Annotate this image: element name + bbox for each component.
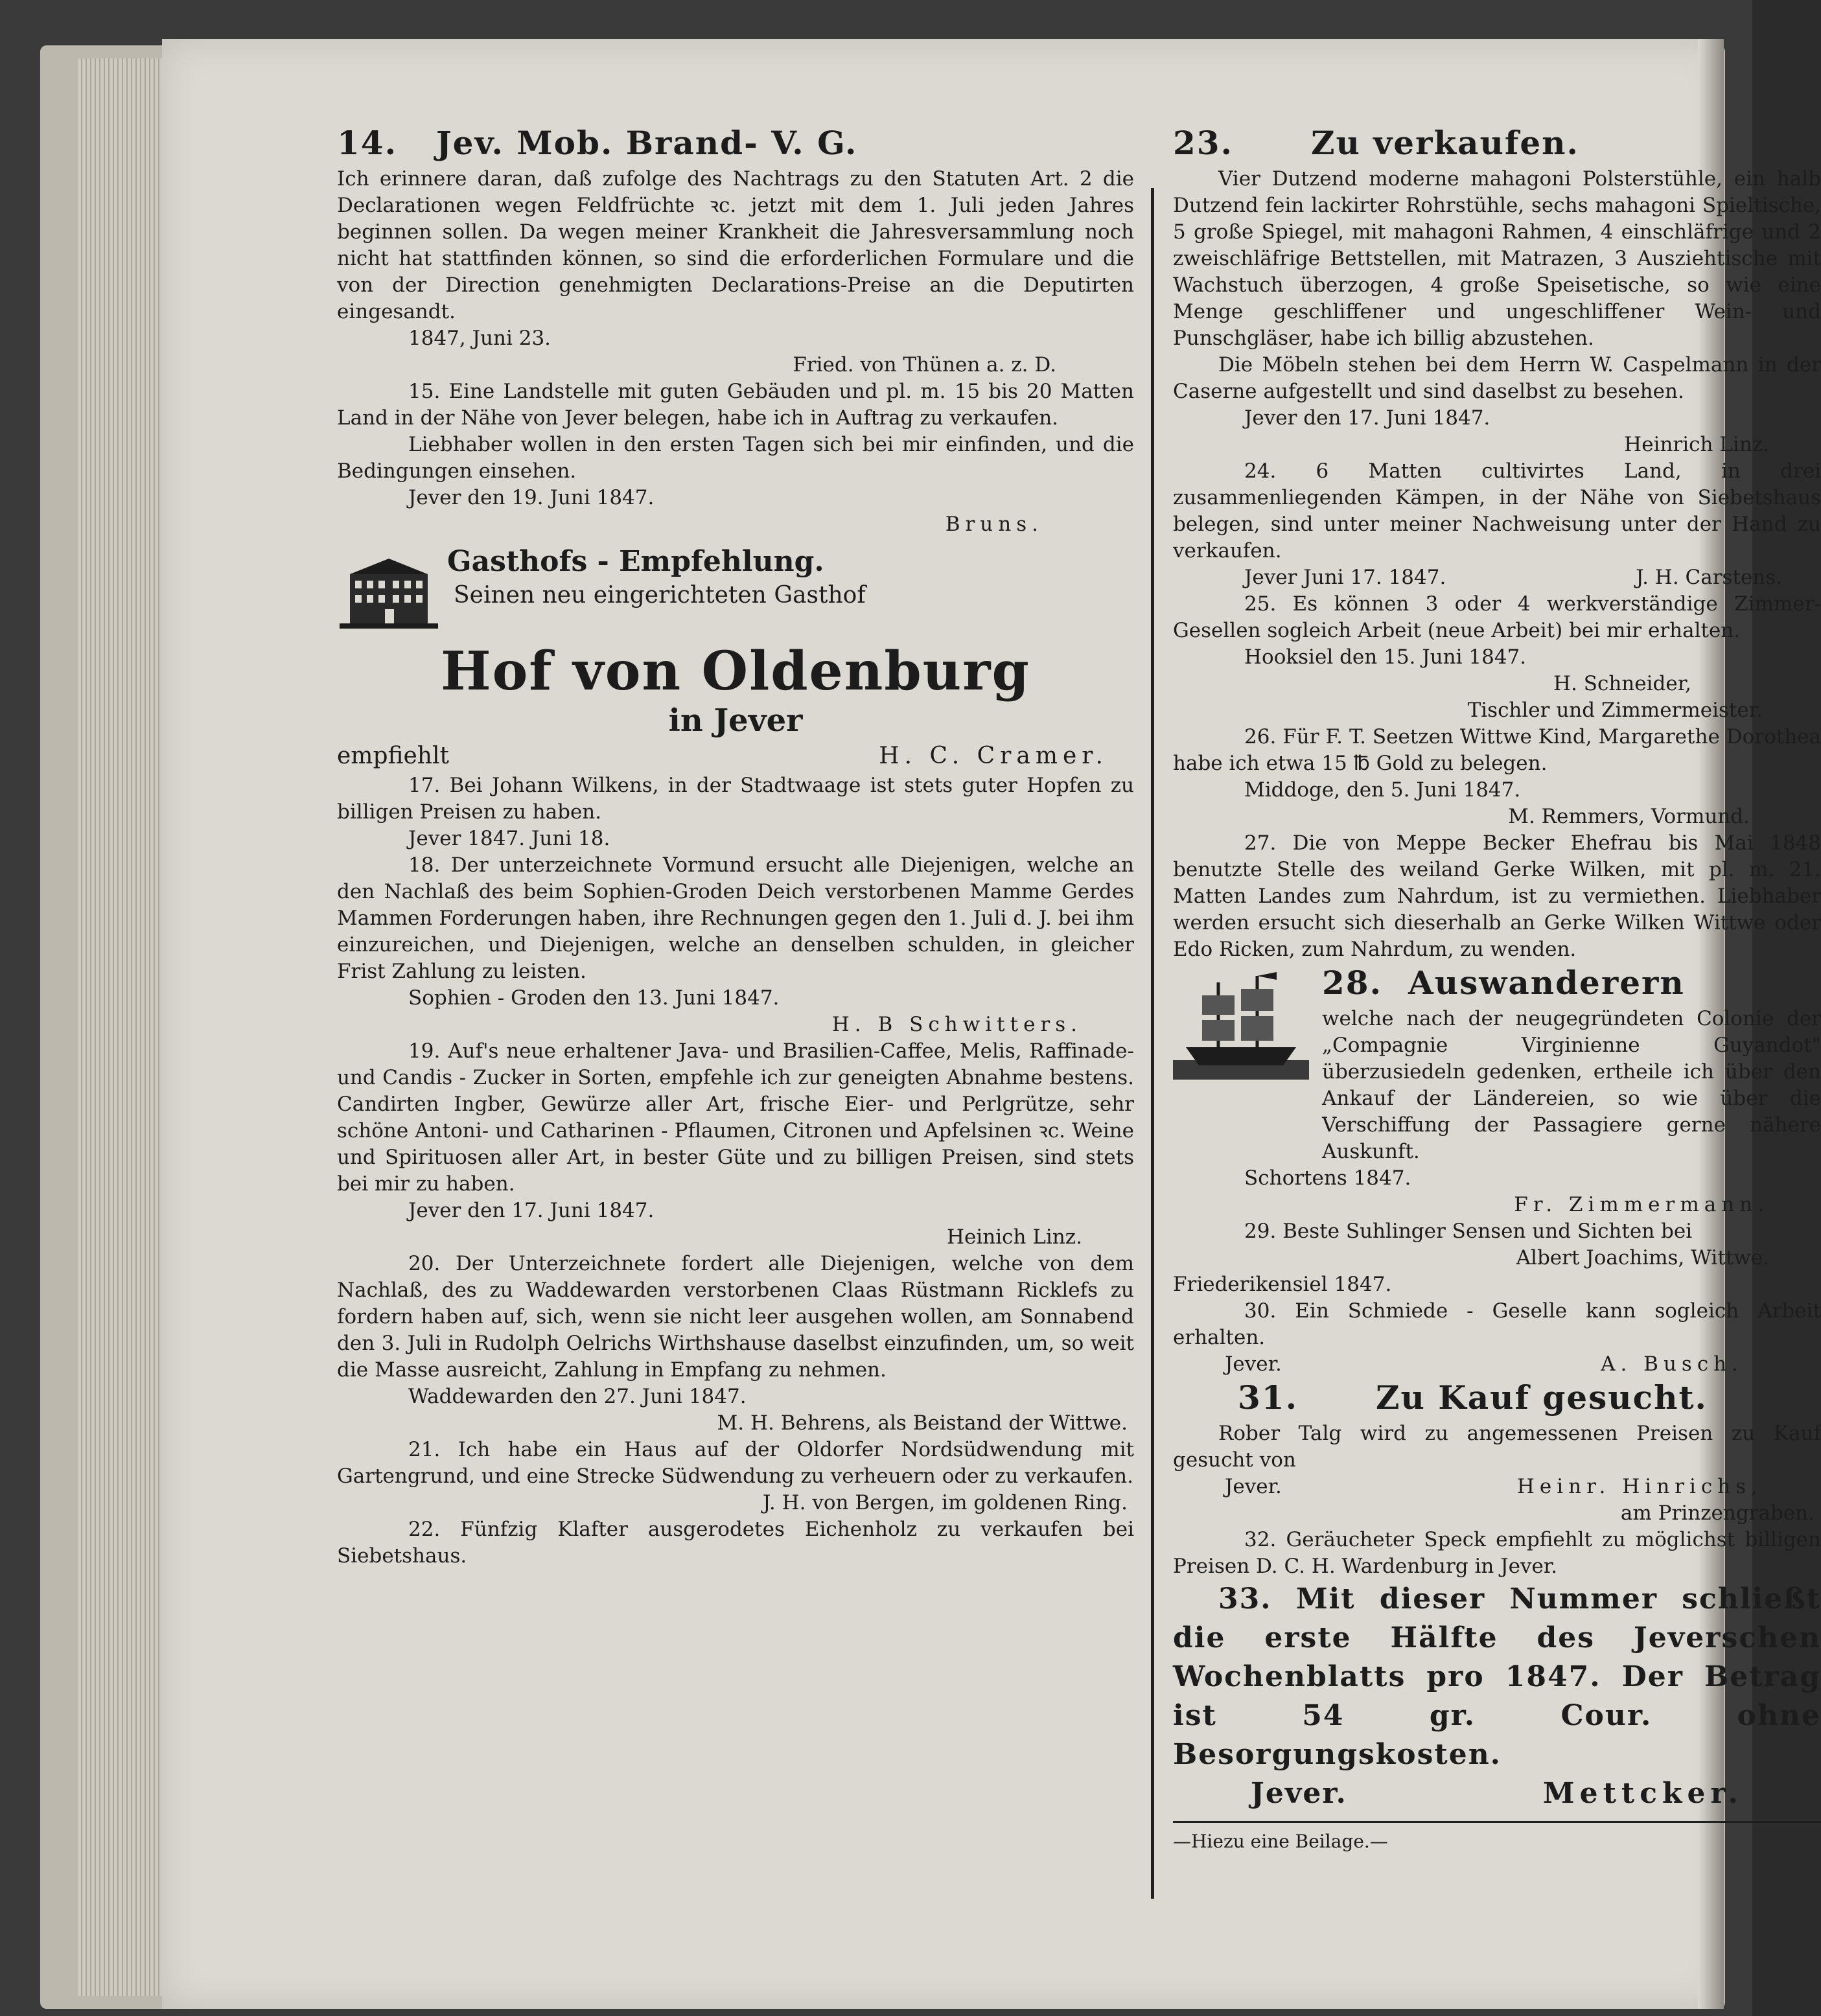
sailing-ship-icon: [1173, 969, 1309, 1080]
section-31-text: Rober Talg wird zu angemessenen Preisen zu Kauf gesucht von: [1173, 1422, 1821, 1472]
section-15-text-2: Liebhaber wollen in den ersten Tagen sich bei mir einfinden, und die Bedingungen einsehen.: [337, 433, 1134, 483]
section-31-footer: [1173, 1474, 1821, 1500]
gasthof-subline: Seinen neu eingerichteten Gasthof: [454, 582, 866, 608]
section-20-text: 20. Der Unterzeichnete fordert alle Diejenigen, welche von dem Nachlaß, des zu Waddewarden verstorbenen Claas Rüstmann Ricklefs zu fordern haben auf, sich, wenn sie nicht leer ausgehen wollen, am Sonnabend den 3. Juli in Rudolph Oelrichs Wirthshause daselbst einzufinden, um, so weit die Masse ausreicht, Zahlung in Empfang zu nehmen.: [337, 1252, 1134, 1382]
section-30-footer: [1173, 1351, 1821, 1378]
page-edges: [78, 58, 162, 1996]
section-18-text: 18. Der unterzeichnete Vormund ersucht alle Diejenigen, welche an den Nachlaß des beim Sophien-Groden Deich verstorbenen Mamme Gerdes Mammen Forderungen haben, ihre Rechnungen gegen den 1. Juli d. J. bei ihm einzureichen, und Diejenigen, welche an denselben schulden, in gleicher Frist Zahlung zu leisten.: [337, 853, 1134, 983]
section-17-date: Jever 1847. Juni 18.: [408, 827, 610, 850]
section-28-block: [1173, 963, 1821, 1165]
section-25-date: Hooksiel den 15. Juni 1847.: [1244, 645, 1527, 669]
section-20-signature: M. H. Behrens, als Beistand der Wittwe.: [717, 1411, 1128, 1435]
section-23-text-2: Die Möbeln stehen bei dem Herrn W. Caspelmann in der Caserne aufgestellt und sind daselbst zu besehen.: [1173, 353, 1821, 403]
section-22-text: 22. Fünfzig Klafter ausgerodetes Eichenholz zu verkaufen bei Siebetshaus.: [337, 1518, 1134, 1568]
cramer-signature: H. C. Cramer.: [879, 743, 1108, 769]
section-20-date: Waddewarden den 27. Juni 1847.: [408, 1385, 747, 1408]
section-17-text: 17. Bei Johann Wilkens, in der Stadtwaage ist stets guter Hopfen zu billigen Preisen zu haben.: [337, 774, 1134, 824]
section-14-text: Ich erinnere daran, daß zufolge des Nachtrags zu den Statuten Art. 2 die Declarationen wegen Feldfrüchte ꝛc. jetzt mit dem 1. Juli jeden Jahres beginnen sollen. Da wegen meiner Krankheit die Jahresversammlung noch nicht hat stattfinden können, so sind die erforderlichen Formulare und die von der Direction genehmigten Declarations-Preise an die Deputirten eingesandt.: [337, 167, 1134, 323]
section-21-signature: J. H. von Bergen, im goldenen Ring.: [762, 1491, 1128, 1514]
section-19-signature: Heinich Linz.: [946, 1225, 1082, 1249]
section-33-place: Jever.: [1251, 1777, 1347, 1810]
column-divider: [1151, 188, 1154, 1899]
section-23-heading: [1173, 123, 1821, 163]
section-14-number: 14.: [337, 124, 397, 162]
section-15-date: Jever den 19. Juni 1847.: [408, 486, 655, 509]
empfiehlt-label: empfiehlt: [337, 743, 449, 769]
gasthof-heading: Gasthofs - Empfehlung.: [447, 545, 824, 578]
section-28-number: 28.: [1322, 964, 1382, 1002]
section-18-date: Sophien - Groden den 13. Juni 1847.: [408, 986, 780, 1010]
section-31-signature: Heinr. Hinrichs,: [1516, 1475, 1763, 1498]
section-28-heading: [1322, 963, 1821, 1003]
section-33-text: 33. Mit dieser Nummer schließt die erste Hälfte des Jeverschen Wochenblatts pro 1847. Der Betrag ist 54 gr. Cour. ohne Besorgungskosten.: [1173, 1582, 1821, 1771]
section-33-footer: [1173, 1774, 1821, 1813]
hof-von-oldenburg-title: Hof von Oldenburg: [441, 640, 1030, 702]
newspaper-page: [162, 39, 1821, 2009]
section-19-date: Jever den 17. Juni 1847.: [408, 1199, 655, 1222]
section-29-signature: Albert Joachims, Wittwe.: [1516, 1246, 1769, 1269]
section-14-date: 1847, Juni 23.: [408, 327, 551, 350]
section-30-place: Jever.: [1225, 1352, 1282, 1376]
closing-rule: [1173, 1821, 1821, 1823]
section-29-text: 29. Beste Suhlinger Sensen und Sichten bei: [1244, 1220, 1693, 1243]
section-30-signature: A. Busch.: [1601, 1352, 1743, 1376]
section-24-text: 24. 6 Matten cultivirtes Land, in drei zusammenliegenden Kämpen, in der Nähe von Siebetshaus belegen, sind unter meiner Nachweisung unter der Hand zu verkaufen.: [1173, 459, 1821, 562]
section-31-place: Jever.: [1225, 1475, 1282, 1498]
section-24-signature: J. H. Carstens.: [1636, 566, 1782, 589]
section-24-footer: [1173, 564, 1821, 591]
section-33-signature: Mettcker.: [1542, 1777, 1743, 1810]
section-26-signature: M. Remmers, Vormund.: [1508, 805, 1750, 828]
section-23-date: Jever den 17. Juni 1847.: [1244, 406, 1490, 430]
section-31-heading: [1173, 1378, 1821, 1418]
beilage-note: —Hiezu eine Beilage.—: [1173, 1831, 1388, 1852]
section-24-date: Jever Juni 17. 1847.: [1244, 566, 1446, 589]
section-29-date: Friederikensiel 1847.: [1173, 1273, 1392, 1296]
left-column: [337, 123, 1134, 1570]
section-32-text: 32. Geräucheter Speck empfiehlt zu möglichst billigen Preisen D. C. H. Wardenburg in Jever.: [1173, 1528, 1821, 1578]
section-14-heading: [337, 123, 1134, 163]
section-26-date: Middoge, den 5. Juni 1847.: [1244, 778, 1521, 802]
section-18-signature: H. B Schwitters.: [831, 1013, 1082, 1036]
section-30-text: 30. Ein Schmiede - Geselle kann sogleich Arbeit erhalten.: [1173, 1299, 1821, 1349]
section-21-text: 21. Ich habe ein Haus auf der Oldorfer Nordsüdwendung mit Gartengrund, und eine Strecke Südwendung zu verheuern oder zu verkaufen.: [337, 1438, 1134, 1488]
section-28-text: welche nach der neugegründeten Colonie der „Compagnie Virginienne Guyandot" überzusiedeln gedenken, ertheile ich über den Ankauf der Ländereien, so wie über die Verschiffung der Passagiere gerne nähere Auskunft.: [1322, 1007, 1821, 1163]
section-28-signature: Fr. Zimmermann.: [1514, 1193, 1769, 1216]
gasthof-footer: [337, 740, 1134, 772]
section-31-signature-2: am Prinzengraben.: [1620, 1501, 1815, 1525]
section-23-text: Vier Dutzend moderne mahagoni Polsterstühle, ein halb Dutzend fein lackirter Rohrstühle, sechs mahagoni Spieltische, 5 große Spiegel, mit mahagoni Rahmen, 4 einschläfrige und 2 zweischläfrige Bettstellen, mit Matrazen, 3 Ausziehtische mit Wachstuch überzogen, 4 große Speisetische, so wie eine Menge geschliffener und ungeschliffener Wein- und Punschgläser, habe ich billig abzustehen.: [1173, 167, 1821, 350]
in-jever-subtitle: in Jever: [668, 702, 803, 739]
section-31-number: 31.: [1238, 1378, 1298, 1417]
section-14-title: Jev. Mob. Brand- V. G.: [436, 124, 858, 162]
section-23-signature: Heinrich Linz.: [1624, 433, 1769, 456]
section-19-text: 19. Auf's neue erhaltener Java- und Brasilien-Caffee, Melis, Raffinade- und Candis - Zucker in Sorten, empfehle ich zur geneigten Abnahme bestens. Candirten Ingber, Gewürze aller Art, frische Eier- und Perlgrütze, sehr schöne Antoni- und Catharinen - Pflaumen, Citronen und Apfelsinen ꝛc. Weine und Spirituosen aller Art, in bester Güte und zu billigen Preisen, sind stets bei mir zu haben.: [337, 1039, 1134, 1196]
section-26-text: 26. Für F. T. Seetzen Wittwe Kind, Margarethe Dorothea habe ich etwa 15 ℔ Gold zu belegen.: [1173, 725, 1821, 775]
section-25-text: 25. Es können 3 oder 4 werkverständige Zimmer-Gesellen sogleich Arbeit (neue Arbeit) bei mir erhalten.: [1173, 592, 1821, 642]
section-15-text: 15. Eine Landstelle mit guten Gebäuden und pl. m. 15 bis 20 Matten Land in der Nähe von Jever belegen, habe ich in Auftrag zu verkaufen.: [337, 380, 1134, 430]
section-27-text: 27. Die von Meppe Becker Ehefrau bis Mai 1848 benutzte Stelle des weiland Gerke Wilken, mit pl. m. 21. Matten Landes zum Nahrdum, ist zu vermiethen. Liebhaber werden ersucht sich dieserhalb an Gerke Wilken Wittwe oder Edo Ricken, zum Nahrdum, zu wenden.: [1173, 831, 1821, 961]
inn-building-icon: [337, 555, 441, 632]
section-31-title: Zu Kauf gesucht.: [1376, 1378, 1708, 1417]
section-15-signature: Bruns.: [945, 513, 1043, 536]
section-23-number: 23.: [1173, 124, 1233, 162]
section-28-date: Schortens 1847.: [1244, 1166, 1411, 1190]
section-23-title: Zu verkaufen.: [1311, 124, 1579, 162]
section-25-signature: H. Schneider,: [1553, 672, 1691, 695]
section-25-signature-2: Tischler und Zimmermeister.: [1467, 699, 1763, 722]
gasthof-block: [337, 544, 1134, 642]
right-column: [1173, 123, 1821, 1855]
section-14-signature: Fried. von Thünen a. z. D.: [793, 353, 1056, 377]
section-28-title: Auswanderern: [1408, 964, 1685, 1002]
